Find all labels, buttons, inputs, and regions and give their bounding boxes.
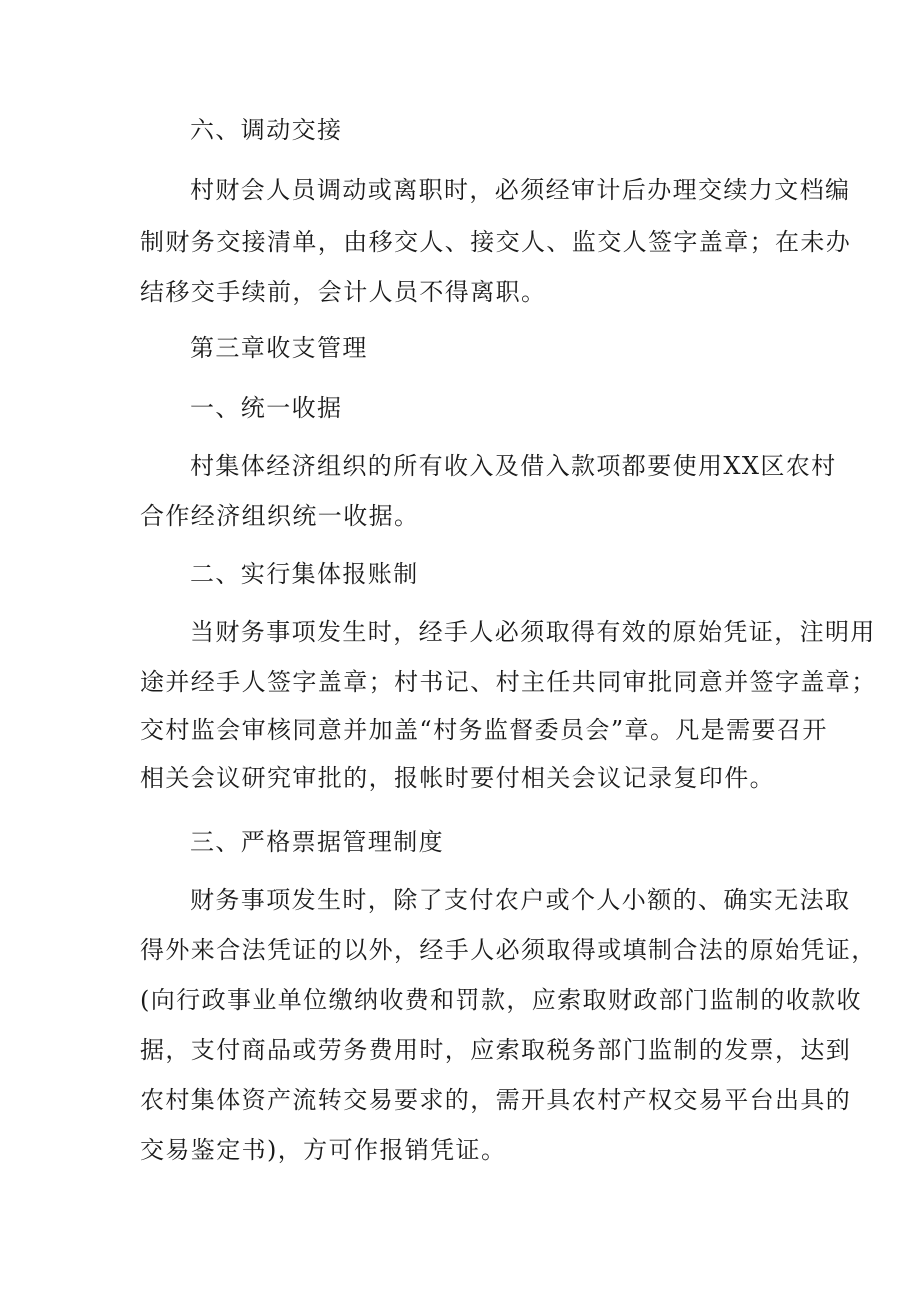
- paragraph-line: 财务事项发生时，除了支付农户或个人小额的、确实无法取: [190, 886, 851, 914]
- paragraph-line: 村财会人员调动或离职时，必须经审计后办理交续力文档编: [190, 176, 851, 204]
- section-heading: 六、调动交接: [190, 116, 343, 144]
- paragraph-line: (向行政事业单位缴纳收费和罚款，应索取财政部门监制的收款收: [140, 986, 862, 1014]
- paragraph-line: 交易鉴定书)，方可作报销凭证。: [140, 1136, 507, 1164]
- paragraph-line: 得外来合法凭证的以外，经手人必须取得或填制合法的原始凭证，: [140, 936, 877, 964]
- paragraph-line: 交村监会审核同意并加盖“村务监督委员会”章。凡是需要召开: [140, 716, 828, 744]
- paragraph-line: 途并经手人签字盖章；村书记、村主任共同审批同意并签字盖章；: [140, 668, 877, 696]
- paragraph-line: 制财务交接清单，由移交人、接交人、监交人签字盖章；在未办: [140, 228, 852, 256]
- section-heading: 三、严格票据管理制度: [190, 828, 444, 856]
- chapter-title: 第三章收支管理: [190, 334, 368, 362]
- paragraph-line: 当财务事项发生时，经手人必须取得有效的原始凭证，注明用: [190, 618, 876, 646]
- paragraph-line: 据，支付商品或劳务费用时，应索取税务部门监制的发票，达到: [140, 1036, 852, 1064]
- paragraph-line: 结移交手续前，会计人员不得离职。: [140, 278, 547, 306]
- section-heading: 二、实行集体报账制: [190, 560, 419, 588]
- paragraph-line: 农村集体资产流转交易要求的，需开具农村产权交易平台出具的: [140, 1086, 852, 1114]
- paragraph-line: 相关会议研究审批的，报帐时要付相关会议记录复印件。: [140, 764, 775, 792]
- section-heading: 一、统一收据: [190, 394, 343, 422]
- paragraph-line: 村集体经济组织的所有收入及借入款项都要使用XX区农村: [190, 452, 837, 480]
- paragraph-line: 合作经济组织统一收据。: [140, 502, 420, 530]
